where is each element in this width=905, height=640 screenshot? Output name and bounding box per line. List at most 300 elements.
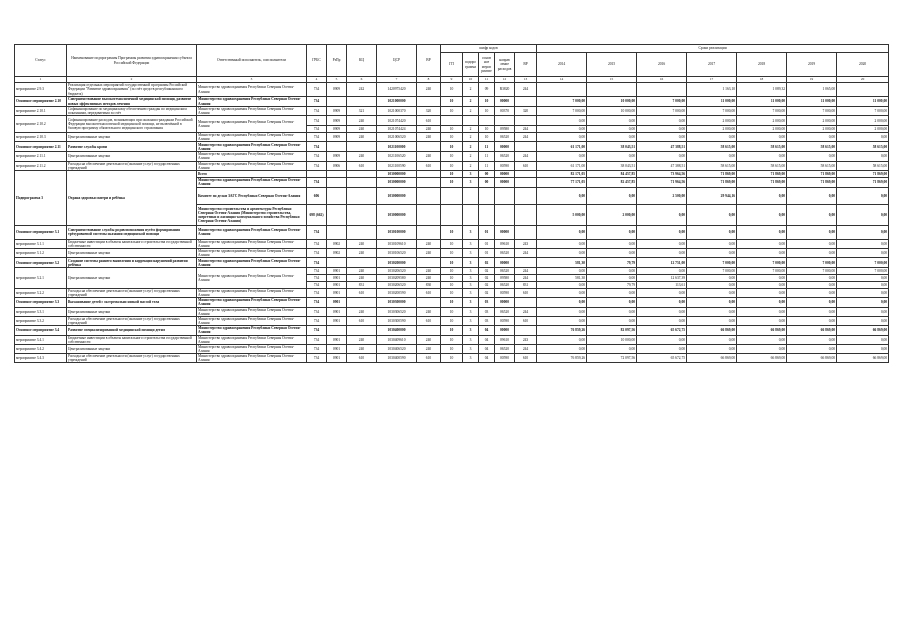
row-gp: 10: [441, 161, 463, 170]
row-csr: 1030400590: [377, 354, 417, 363]
row-kc: 240: [347, 248, 377, 257]
row-om: 02: [479, 275, 495, 282]
table-row: [15, 225, 889, 239]
row-year-value: 0,00: [587, 187, 637, 204]
row-year-value: 0,00: [637, 116, 687, 126]
row-responsible: Министерство здравоохранения Республики Северная Осетия-Алания: [197, 316, 307, 325]
row-year-value: 0,00: [587, 116, 637, 126]
row-year-value: 0,00: [587, 275, 637, 282]
row-vr2: [515, 298, 537, 307]
row-year-value: 0,00: [737, 307, 787, 316]
row-year-value: 0,00: [837, 316, 889, 325]
row-year-value: 0,00: [687, 282, 737, 289]
row-year-value: 58 615,00: [787, 161, 837, 170]
row-year-value: [637, 83, 687, 97]
row-vr: 610: [417, 316, 441, 325]
row-rzpr: 0901: [327, 345, 347, 354]
row-year-value: 0,00: [537, 152, 587, 161]
row-vr2: 244: [515, 345, 537, 354]
row-vr2: 244: [515, 126, 537, 133]
row-year-value: 0,00: [687, 248, 737, 257]
row-om: 01: [479, 225, 495, 239]
column-number: 15: [587, 77, 637, 83]
row-year-value: 2 000,00: [787, 126, 837, 133]
row-year-value: 7 000,00: [537, 107, 587, 116]
row-year-value: [537, 83, 587, 97]
row-kc: 240: [347, 268, 377, 275]
row-vr2: 244: [515, 248, 537, 257]
row-pgp: 2: [463, 161, 479, 170]
row-vr: 240: [417, 248, 441, 257]
row-year-value: 71 869,00: [787, 177, 837, 187]
row-napr: 00370: [495, 107, 515, 116]
row-responsible: Министерство здравоохранения Республики Северная Осетия-Алания: [197, 133, 307, 142]
row-year-value: 0,00: [537, 225, 587, 239]
row-year-value: 0,00: [787, 133, 837, 142]
row-rzpr: [327, 258, 347, 268]
row-year-value: 0,00: [737, 335, 787, 344]
row-status: мероприятие 3.4.3: [15, 354, 67, 363]
row-vr2: [515, 142, 537, 152]
column-number: 10: [463, 77, 479, 83]
row-pgp: 2: [463, 126, 479, 133]
row-napr: 09610: [495, 239, 515, 248]
col-years-group: Сроки реализации: [537, 45, 889, 53]
row-rzpr: 0909: [327, 83, 347, 97]
row-csr: 1021006520: [377, 133, 417, 142]
row-kc: [347, 225, 377, 239]
row-pgp: 2: [463, 142, 479, 152]
row-status: Основное мероприятие 3.2: [15, 258, 67, 268]
row-status: мероприятие 2.11.2: [15, 161, 67, 170]
row-year-value: 58 615,00: [837, 142, 889, 152]
row-kc: 240: [347, 133, 377, 142]
row-year-value: 0,00: [837, 225, 889, 239]
row-gp: 10: [441, 142, 463, 152]
row-vr2: 243: [515, 239, 537, 248]
row-status: мероприятие 3.3.1: [15, 307, 67, 316]
row-pgp: 2: [463, 152, 479, 161]
row-om: [479, 204, 495, 225]
row-gp: 10: [441, 97, 463, 107]
row-gp: 10: [441, 307, 463, 316]
row-kc: 831: [347, 282, 377, 289]
row-grbs: 734: [307, 307, 327, 316]
col-om: основ ное мероп риятие: [479, 53, 495, 77]
column-number: 17: [687, 77, 737, 83]
row-responsible: Министерство здравоохранения Республики Северная Осетия-Алания: [197, 116, 307, 133]
row-responsible: Министерство здравоохранения Республики Северная Осетия-Алания: [197, 354, 307, 363]
row-year-value: 0,00: [787, 289, 837, 298]
col-year: 2014: [537, 53, 587, 77]
table-row: [15, 152, 889, 161]
column-number: 3: [197, 77, 307, 83]
column-number: 8: [417, 77, 441, 83]
row-grbs: [307, 170, 327, 177]
row-vr2: [515, 116, 537, 126]
row-year-value: 71 869,00: [737, 177, 787, 187]
row-year-value: 7 000,00: [787, 268, 837, 275]
row-napr: 06520: [495, 307, 515, 316]
row-rzpr: 0909: [327, 152, 347, 161]
column-number: 4: [307, 77, 327, 83]
row-responsible: Всего: [197, 170, 307, 177]
row-grbs: 734: [307, 107, 327, 116]
row-year-value: 0,00: [837, 298, 889, 307]
row-gp: 10: [441, 325, 463, 335]
row-year-value: 0,00: [587, 152, 637, 161]
col-pgp: подпро грамма: [463, 53, 479, 77]
row-year-value: 0,00: [837, 345, 889, 354]
table-row: [15, 161, 889, 170]
row-kc: [347, 142, 377, 152]
row-vr2: 244: [515, 307, 537, 316]
row-kc: 240: [347, 126, 377, 133]
row-grbs: 734: [307, 282, 327, 289]
row-year-value: 0,00: [737, 298, 787, 307]
row-napr: 00000: [495, 298, 515, 307]
col-responsible: Ответственный исполнитель, соисполнители: [197, 45, 307, 77]
table-row: [15, 354, 889, 363]
row-napr: 06520: [495, 248, 515, 257]
row-kc: 240: [347, 345, 377, 354]
row-responsible: Министерство здравоохранения Республики Северная Осетия-Алания: [197, 298, 307, 307]
row-status: мероприятие 3.1.2: [15, 248, 67, 257]
col-grbs: ГРБС: [307, 45, 327, 77]
row-year-value: 0,00: [787, 307, 837, 316]
row-year-value: 0,00: [537, 116, 587, 126]
column-number: 13: [515, 77, 537, 83]
row-csr: 1030200590: [377, 289, 417, 298]
row-year-value: 11 000,00: [787, 97, 837, 107]
row-year-value: 7 000,00: [737, 107, 787, 116]
row-name: Расходы на обеспечение деятельности (оказание услуг) государственных учреждений: [67, 289, 197, 298]
row-om: 10: [479, 133, 495, 142]
row-csr: 1021000370: [377, 107, 417, 116]
row-grbs: 734: [307, 225, 327, 239]
row-responsible: Министерство здравоохранения Республики Северная Осетия-Алания: [197, 142, 307, 152]
row-csr: 1030300000: [377, 298, 417, 307]
row-name: Централизованные закупки: [67, 268, 197, 289]
row-csr: 1021000000: [377, 97, 417, 107]
row-year-value: 7 000,00: [787, 258, 837, 268]
row-napr: [495, 204, 515, 225]
row-year-value: 0,00: [687, 307, 737, 316]
row-vr: 610: [417, 289, 441, 298]
row-year-value: 0,00: [837, 248, 889, 257]
row-year-value: 2 000,00: [587, 204, 637, 225]
row-year-value: 581,30: [537, 258, 587, 268]
row-kc: 240: [347, 307, 377, 316]
row-year-value: 7 000,00: [637, 97, 687, 107]
row-vr: [417, 225, 441, 239]
row-grbs: 734: [307, 258, 327, 268]
row-status: Основное мероприятие 3.1: [15, 225, 67, 239]
row-year-value: 0,00: [787, 335, 837, 344]
row-year-value: 0,00: [637, 152, 687, 161]
row-responsible: Министерство здравоохранения Республики Северная Осетия-Алания: [197, 107, 307, 116]
col-gp: ГП: [441, 53, 463, 77]
row-year-value: 0,00: [587, 307, 637, 316]
row-year-value: 7 000,00: [837, 268, 889, 275]
row-name: Централизованные закупки: [67, 248, 197, 257]
row-om: [479, 116, 495, 126]
row-om: 04: [479, 335, 495, 344]
row-year-value: 0,00: [587, 225, 637, 239]
row-pgp: 3: [463, 307, 479, 316]
row-year-value: 0,00: [537, 126, 587, 133]
row-year-value: 79,79: [587, 258, 637, 268]
row-responsible: Министерство здравоохранения Республики Северная Осетия-Алания: [197, 345, 307, 354]
row-kc: 610: [347, 354, 377, 363]
row-year-value: 58 615,00: [687, 161, 737, 170]
row-napr: 00000: [495, 258, 515, 268]
table-row: [15, 268, 889, 275]
row-year-value: 0,00: [587, 239, 637, 248]
row-om: 11: [479, 152, 495, 161]
col-status: Статус: [15, 45, 67, 77]
row-pgp: 3: [463, 177, 479, 187]
col-year: 2020: [837, 53, 889, 77]
row-vr2: 320: [515, 107, 537, 116]
row-responsible: Комитет по делам ЗАГС Республики Северная Осетия-Алания: [197, 187, 307, 204]
row-year-value: 2 000,00: [737, 126, 787, 133]
row-year-value: 58 615,00: [737, 161, 787, 170]
row-year-value: 0,00: [587, 268, 637, 275]
row-pgp: 3: [463, 282, 479, 289]
row-year-value: 7 000,00: [837, 107, 889, 116]
row-year-value: 0,00: [737, 316, 787, 325]
row-grbs: 734: [307, 345, 327, 354]
row-year-value: 581,30: [537, 275, 587, 282]
row-om: 10: [479, 107, 495, 116]
row-year-value: 0,00: [737, 133, 787, 142]
row-napr: 00000: [495, 177, 515, 187]
row-year-value: 71 869,00: [837, 170, 889, 177]
row-vr: [417, 142, 441, 152]
row-kc: 610: [347, 161, 377, 170]
row-year-value: 0,00: [637, 335, 687, 344]
row-responsible: Министерство здравоохранения Республики Северная Осетия-Алания: [197, 161, 307, 170]
row-year-value: 71 869,00: [687, 170, 737, 177]
row-pgp: 3: [463, 325, 479, 335]
row-pgp: 3: [463, 258, 479, 268]
row-year-value: 61 171,00: [537, 142, 587, 152]
row-gp: 10: [441, 133, 463, 142]
row-year-value: 0,00: [587, 345, 637, 354]
row-year-value: 2 000,00: [687, 116, 737, 126]
row-name: Охрана здоровья матери и ребёнка: [67, 170, 197, 225]
row-gp: 10: [441, 268, 463, 275]
row-rzpr: 0909: [327, 133, 347, 142]
row-year-value: 2 500,00: [637, 187, 687, 204]
row-year-value: 71 964,56: [637, 177, 687, 187]
row-om: 02: [479, 282, 495, 289]
program-funding-table: [14, 44, 889, 363]
row-year-value: 66 869,00: [737, 354, 787, 363]
column-number: 7: [377, 77, 417, 83]
row-vr2: 244: [515, 268, 537, 275]
row-vr2: 243: [515, 335, 537, 344]
row-year-value: 0,00: [537, 316, 587, 325]
row-vr: 240: [417, 268, 441, 275]
row-year-value: 0,00: [637, 298, 687, 307]
column-number: 14: [537, 77, 587, 83]
row-year-value: 0,00: [537, 239, 587, 248]
row-vr: 320: [417, 107, 441, 116]
column-number: 9: [441, 77, 463, 83]
row-vr: [417, 204, 441, 225]
row-status: мероприятие 3.4.2: [15, 345, 67, 354]
row-rzpr: 0901: [327, 335, 347, 344]
row-grbs: 734: [307, 316, 327, 325]
row-year-value: 0,00: [837, 239, 889, 248]
row-year-value: 0,00: [687, 316, 737, 325]
row-responsible: Министерство здравоохранения Республики Северная Осетия-Алания: [197, 335, 307, 344]
row-status: мероприятие 3.2.2: [15, 289, 67, 298]
row-year-value: 47 388,51: [637, 142, 687, 152]
row-csr: 1030400000: [377, 325, 417, 335]
row-kc: 240: [347, 275, 377, 282]
row-rzpr: 0902: [327, 239, 347, 248]
col-codes-group: шифр кодов: [441, 45, 537, 53]
row-year-value: 0,00: [537, 248, 587, 257]
row-vr: 240: [417, 152, 441, 161]
row-year-value: 1 089,32: [737, 83, 787, 97]
row-year-value: 113,61: [637, 282, 687, 289]
row-year-value: 0,00: [687, 152, 737, 161]
row-responsible: Министерство здравоохранения Республики Северная Осетия-Алания: [197, 268, 307, 289]
column-number: 19: [787, 77, 837, 83]
row-csr: 1030109610: [377, 239, 417, 248]
row-year-value: 0,00: [787, 225, 837, 239]
col-napr: направ ление расходов: [495, 53, 515, 77]
row-year-value: 84 457,85: [587, 170, 637, 177]
row-year-value: 0,00: [537, 282, 587, 289]
document-page: [14, 44, 889, 363]
row-pgp: 3: [463, 239, 479, 248]
row-year-value: 0,00: [687, 204, 737, 225]
row-name: Развитие специализированной медицинской помощи детям: [67, 325, 197, 335]
row-year-value: 0,00: [837, 204, 889, 225]
row-csr: 1021106520: [377, 152, 417, 161]
row-csr: 1030406520: [377, 345, 417, 354]
table-row: [15, 133, 889, 142]
row-year-value: 2 000,00: [787, 116, 837, 126]
row-om: 02: [479, 268, 495, 275]
row-csr: 1030200000: [377, 258, 417, 268]
row-year-value: 10 000,00: [587, 335, 637, 344]
row-gp: 10: [441, 282, 463, 289]
row-status: мероприятие 2.9.3: [15, 83, 67, 97]
row-pgp: [463, 187, 479, 204]
row-status: мероприятие 2.10.2: [15, 116, 67, 133]
row-vr2: 244: [515, 275, 537, 282]
row-gp: 10: [441, 170, 463, 177]
row-vr: [417, 187, 441, 204]
row-grbs: 734: [307, 325, 327, 335]
row-pgp: 3: [463, 225, 479, 239]
row-om: 04: [479, 325, 495, 335]
row-status: Основное мероприятие 3.3: [15, 298, 67, 307]
row-rzpr: 0901: [327, 268, 347, 275]
row-vr2: [515, 225, 537, 239]
row-year-value: 0,00: [837, 289, 889, 298]
col-vr2: ВР: [515, 53, 537, 77]
column-number: 1: [15, 77, 67, 83]
row-year-value: 10 000,00: [587, 97, 637, 107]
row-year-value: 71 869,00: [837, 177, 889, 187]
row-year-value: 7 000,00: [837, 258, 889, 268]
row-pgp: 3: [463, 298, 479, 307]
row-year-value: 66 869,00: [837, 354, 889, 363]
row-csr: 1030000000: [377, 170, 417, 177]
row-napr: 00590: [495, 161, 515, 170]
row-year-value: 58 615,00: [787, 142, 837, 152]
row-year-value: 2 000,00: [837, 116, 889, 126]
row-name: Софинансирование по медицинскому обеспечению граждан по медицинским показаниям, передаваемым за счёт: [67, 107, 197, 116]
row-vr2: [515, 97, 537, 107]
row-responsible: Министерство здравоохранения Республики Северная Осетия-Алания: [197, 258, 307, 268]
row-napr: 06520: [495, 345, 515, 354]
row-pgp: 2: [463, 97, 479, 107]
row-year-value: 7 000,00: [737, 268, 787, 275]
row-year-value: 0,00: [637, 204, 687, 225]
row-year-value: 58 615,00: [687, 142, 737, 152]
row-kc: [347, 298, 377, 307]
row-om: 11: [479, 161, 495, 170]
row-csr: 1021074424: [377, 126, 417, 133]
table-row: [15, 325, 889, 335]
row-grbs: 734: [307, 126, 327, 133]
row-year-value: 11 000,00: [737, 97, 787, 107]
row-name: Совершенствование службы родовспоможения путём формирования трёхуровневой системы оказания медицинской помощи: [67, 225, 197, 239]
row-year-value: 82 171,05: [537, 170, 587, 177]
table-row: [15, 307, 889, 316]
row-year-value: 0,00: [687, 133, 737, 142]
row-vr2: 244: [515, 152, 537, 161]
row-status: мероприятие 3.3.2: [15, 316, 67, 325]
row-pgp: 2: [463, 83, 479, 97]
row-year-value: 0,00: [787, 204, 837, 225]
row-csr: 1030209580: [377, 275, 417, 282]
row-rzpr: 0906: [327, 161, 347, 170]
row-year-value: 7 000,00: [737, 258, 787, 268]
row-gp: [441, 116, 463, 126]
table-row: [15, 170, 889, 177]
row-vr2: 244: [515, 83, 537, 97]
row-year-value: 79,79: [587, 282, 637, 289]
row-year-value: 2 000,00: [687, 126, 737, 133]
row-year-value: 58 615,00: [737, 142, 787, 152]
row-gp: [441, 187, 463, 204]
row-name: Развитие службы крови: [67, 142, 197, 152]
row-csr: 1021100000: [377, 142, 417, 152]
row-gp: 10: [441, 152, 463, 161]
row-year-value: 71 869,00: [687, 177, 737, 187]
row-pgp: 3: [463, 354, 479, 363]
row-gp: 10: [441, 248, 463, 257]
table-row: [15, 97, 889, 107]
row-grbs: 734: [307, 268, 327, 275]
row-vr: [417, 325, 441, 335]
row-grbs: 734: [307, 152, 327, 161]
row-kc: 321: [347, 107, 377, 116]
row-napr: 09580: [495, 275, 515, 282]
row-gp: 10: [441, 335, 463, 344]
row-year-value: 0,00: [787, 316, 837, 325]
row-napr: 00000: [495, 225, 515, 239]
